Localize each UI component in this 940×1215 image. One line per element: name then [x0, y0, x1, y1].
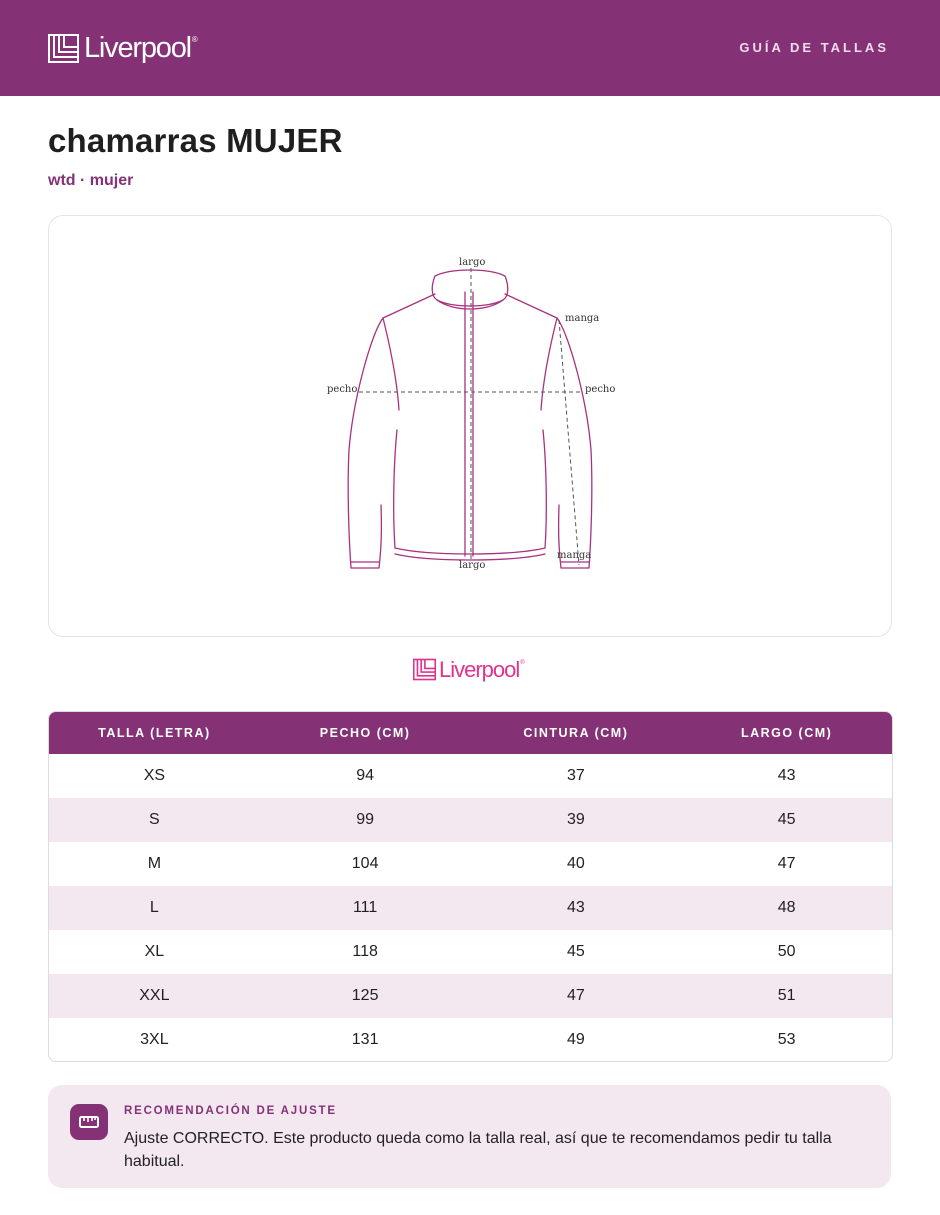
cell-largo: 47 [777, 855, 796, 872]
cell-cintura: 45 [566, 943, 585, 960]
cell-cintura: 49 [566, 1031, 585, 1048]
cell-talla: 3XL [140, 1031, 169, 1048]
cell-pecho: 131 [351, 1031, 379, 1048]
measurement-diagram-card [48, 215, 892, 637]
size-table [49, 712, 892, 1062]
label-manga-top: manga [565, 313, 600, 324]
header-talla: TALLA (LETRA) [98, 726, 211, 740]
cell-talla: XS [143, 767, 166, 784]
cell-talla: L [149, 899, 159, 916]
fit-recommendation-title: RECOMENDACIÓN DE AJUSTE [124, 1105, 337, 1117]
liverpool-brand-icon [413, 658, 436, 681]
table-row [49, 1018, 892, 1062]
liverpool-logo[interactable] [48, 31, 198, 65]
logo-text: Liverpool [84, 31, 191, 64]
label-largo-bottom: largo [459, 560, 486, 571]
cell-pecho: 99 [356, 811, 375, 828]
ruler-icon [70, 1104, 108, 1140]
top-header [0, 0, 940, 96]
logo-registered-mark: ® [191, 35, 198, 44]
cell-pecho: 125 [351, 987, 379, 1004]
cell-talla: S [149, 811, 160, 828]
cell-cintura: 37 [566, 767, 585, 784]
cell-cintura: 47 [566, 987, 585, 1004]
cell-pecho: 104 [351, 855, 379, 872]
measurement-lines [359, 268, 581, 565]
cell-talla: M [147, 855, 162, 872]
label-pecho-left: pecho [327, 384, 358, 395]
cell-largo: 43 [777, 767, 796, 784]
cell-largo: 53 [777, 1031, 796, 1048]
table-row [49, 798, 892, 842]
label-manga-bottom: manga [557, 550, 592, 561]
label-pecho-right: pecho [585, 384, 616, 395]
table-row [49, 842, 892, 886]
jacket-outline [348, 270, 592, 568]
table-row [49, 974, 892, 1018]
label-largo-top: largo [459, 257, 486, 268]
brand-registered-mark: ® [520, 660, 525, 666]
table-row [49, 754, 892, 798]
table-row [49, 886, 892, 930]
brand-logo [413, 658, 525, 681]
liverpool-logo-icon [48, 34, 79, 63]
cell-talla: XXL [139, 987, 170, 1004]
size-guide-link[interactable]: GUÍA DE TALLAS [739, 40, 889, 55]
cell-cintura: 43 [566, 899, 585, 916]
size-table-card [48, 711, 893, 1062]
cell-largo: 51 [777, 987, 796, 1004]
cell-pecho: 111 [352, 899, 378, 916]
page-title: chamarras MUJER [48, 122, 343, 159]
cell-cintura: 39 [566, 811, 585, 828]
cell-talla: XL [144, 943, 165, 960]
table-header-row [49, 712, 892, 754]
header-pecho: PECHO (CM) [319, 726, 411, 740]
fit-recommendation-text: Ajuste CORRECTO. Este producto queda como la talla real, así que te recomendamos pedir tu talla habitual. [124, 1130, 832, 1170]
ruler-icon-graphic [70, 1104, 108, 1140]
cell-pecho: 94 [356, 767, 375, 784]
page-subtitle: wtd · mujer [48, 172, 134, 189]
cell-largo: 48 [777, 899, 796, 916]
cell-largo: 45 [777, 811, 796, 828]
header-largo: LARGO (CM) [740, 726, 833, 740]
jacket-measurement-diagram [319, 250, 619, 580]
header-cintura: CINTURA (CM) [523, 726, 629, 740]
cell-pecho: 118 [352, 943, 378, 960]
cell-cintura: 40 [566, 855, 585, 872]
table-row [49, 930, 892, 974]
fit-recommendation-card [48, 1085, 891, 1188]
cell-largo: 50 [777, 943, 796, 960]
brand-logo-text: Liverpool [439, 656, 520, 682]
